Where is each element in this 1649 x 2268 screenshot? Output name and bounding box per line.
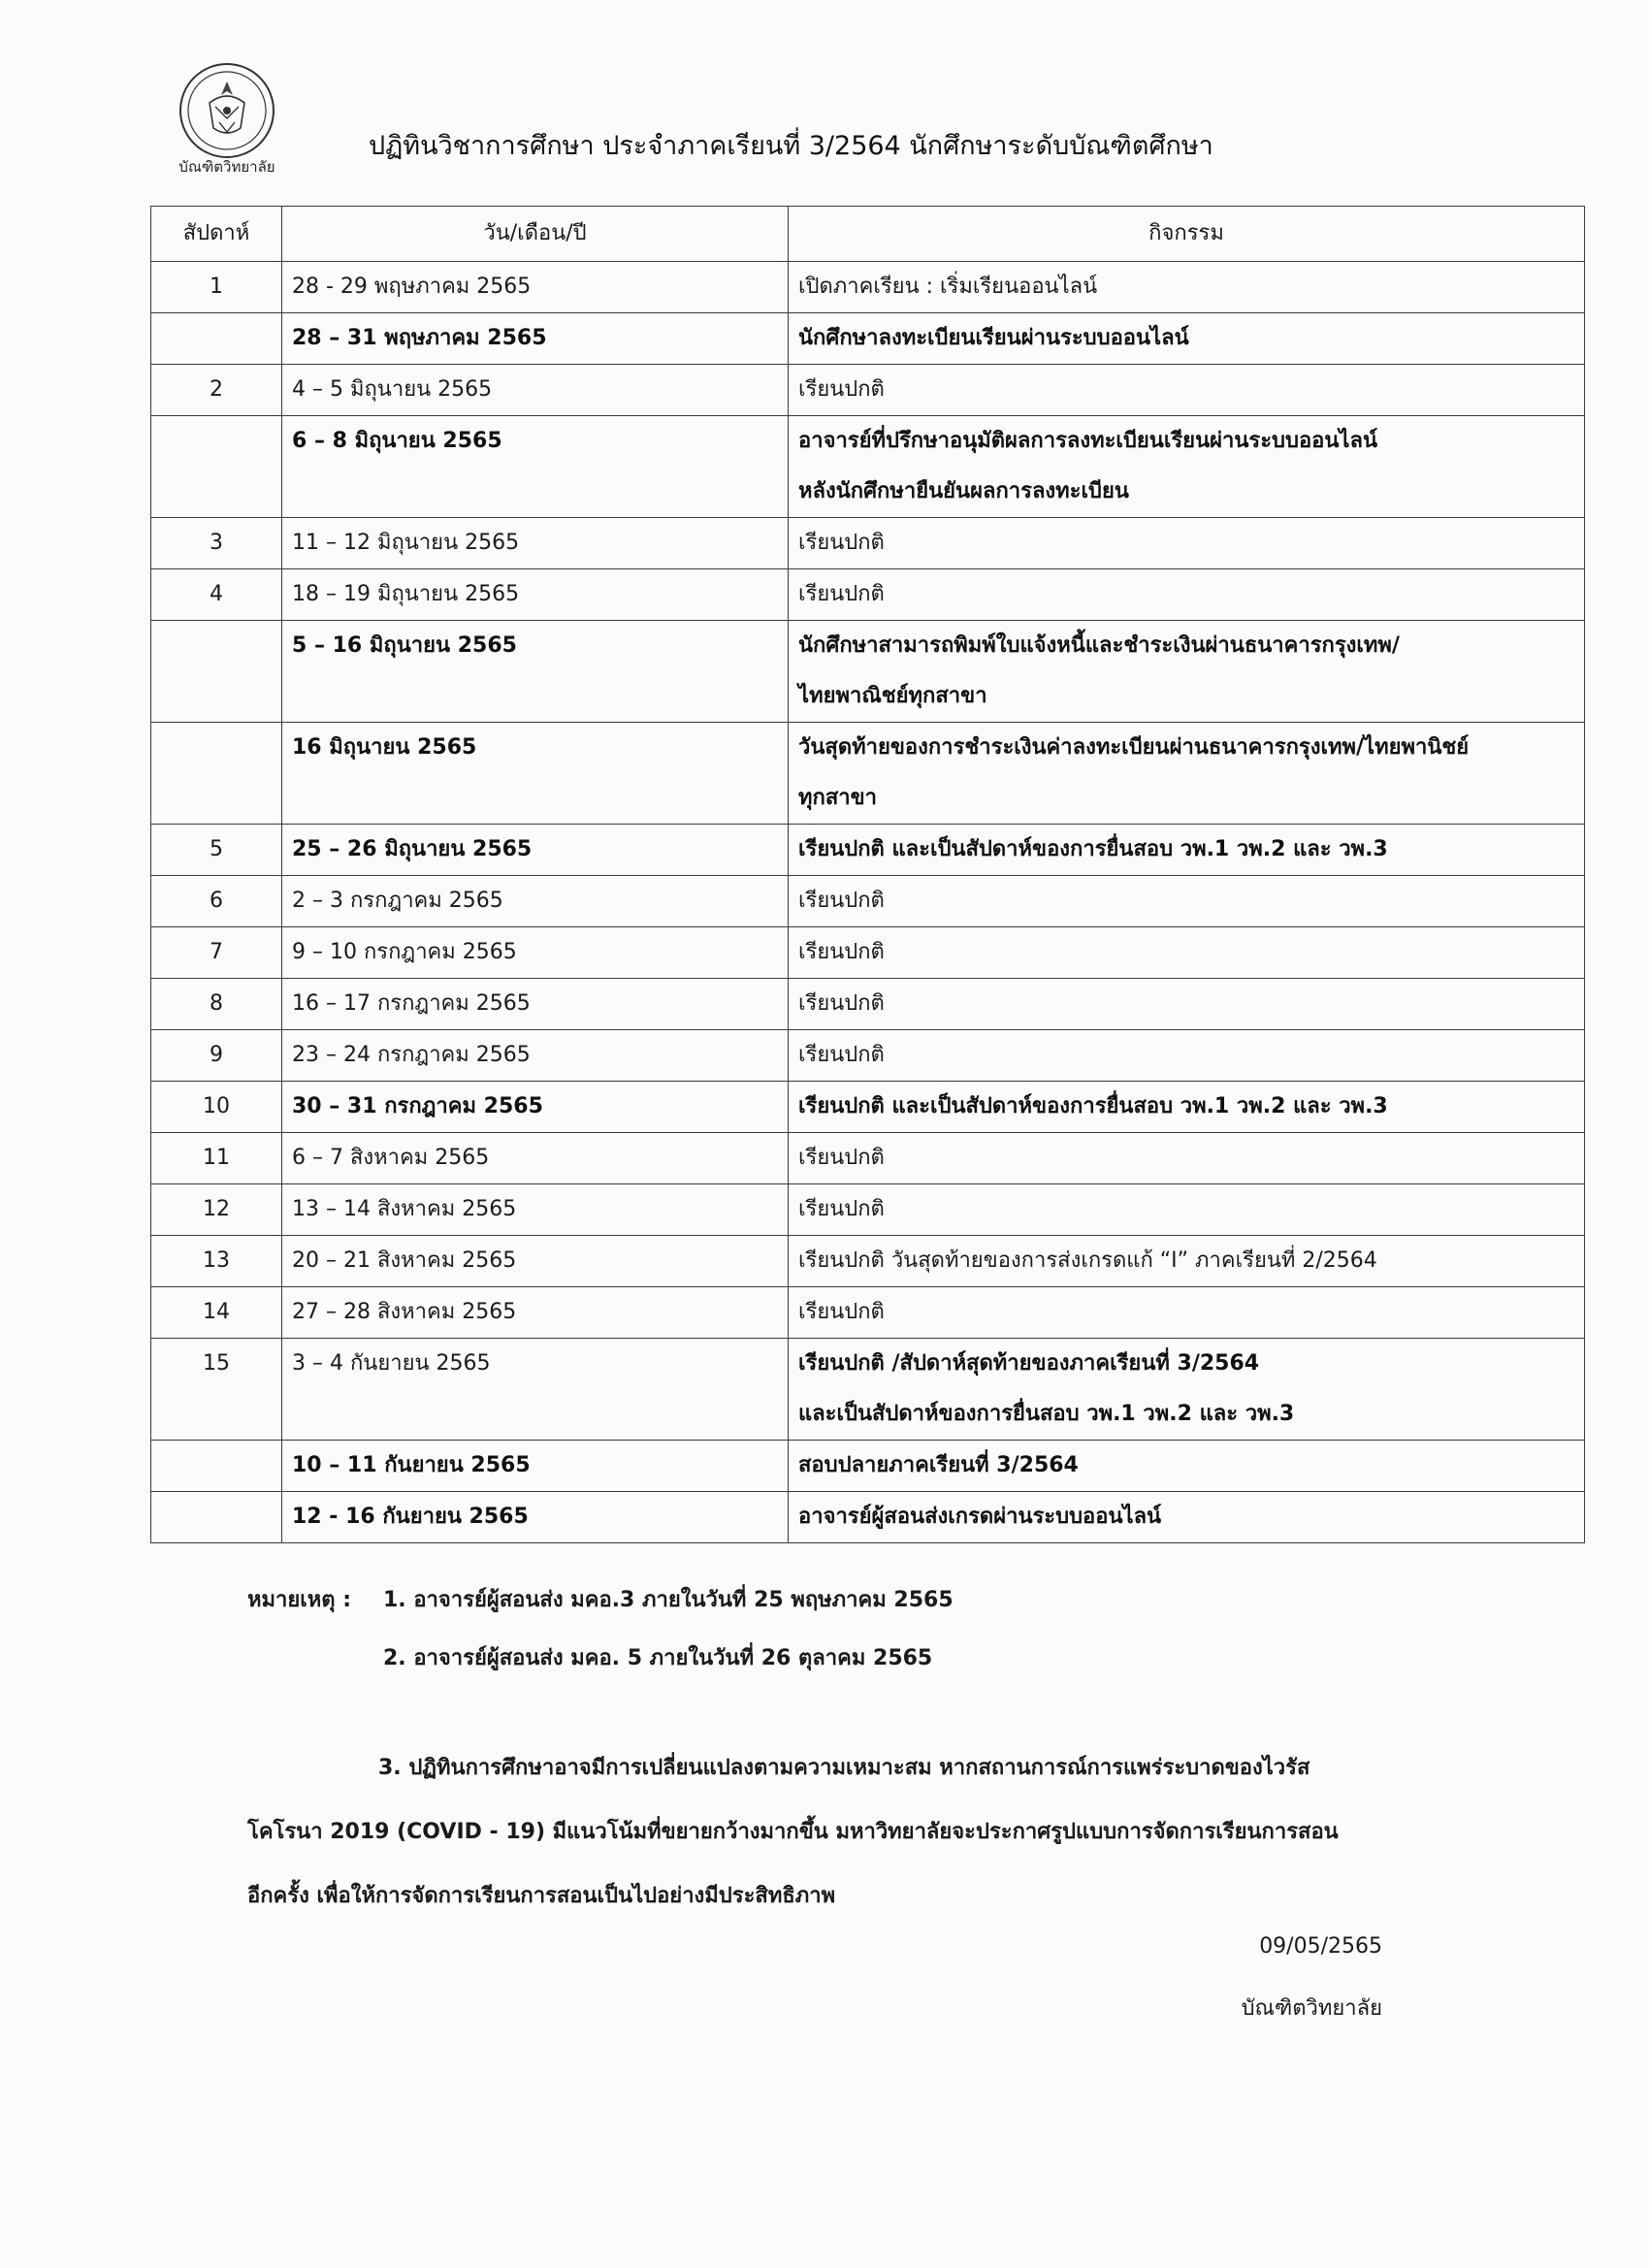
activity-line: เรียนปกติ [798, 940, 885, 964]
date-cell: 20 – 21 สิงหาคม 2565 [282, 1236, 789, 1287]
activity-cell [789, 416, 1585, 518]
activity-line: นักศึกษาสามารถพิมพ์ใบแจ้งหนี้และชำระเงินผ่านธนาคารกรุงเทพ/ [798, 633, 1400, 658]
activity-cell [789, 1133, 1585, 1184]
date-cell: 10 – 11 กันยายน 2565 [282, 1441, 789, 1492]
week-cell: 8 [151, 979, 282, 1030]
activity-cell [789, 1082, 1585, 1133]
activity-cell [789, 262, 1585, 313]
table-row [151, 1030, 1585, 1082]
week-cell [151, 313, 282, 365]
table-row [151, 518, 1585, 569]
date-cell: 12 - 16 กันยายน 2565 [282, 1492, 789, 1543]
activity-line: วันสุดท้ายของการชำระเงินค่าลงทะเบียนผ่านธนาคารกรุงเทพ/ไทยพานิชย์ [798, 735, 1470, 760]
activity-line-2: ไทยพาณิชย์ทุกสาขา [798, 684, 987, 708]
activity-line: นักศึกษาลงทะเบียนเรียนผ่านระบบออนไลน์ [798, 326, 1189, 350]
week-cell [151, 1492, 282, 1543]
date-cell: 16 มิถุนายน 2565 [282, 723, 789, 825]
note-item-3-line-3: อีกครั้ง เพื่อให้การจัดการเรียนการสอนเป็นไปอย่างมีประสิทธิภาพ [247, 1884, 836, 1908]
activity-line: เรียนปกติ [798, 889, 885, 913]
week-cell [151, 621, 282, 723]
activity-line: เรียนปกติ และเป็นสัปดาห์ของการยื่นสอบ วพ.1 วพ.2 และ วพ.3 [798, 837, 1388, 861]
week-cell: 15 [151, 1339, 282, 1441]
date-cell: 6 – 8 มิถุนายน 2565 [282, 416, 789, 518]
academic-calendar-table [150, 206, 1585, 1543]
table-row [151, 365, 1585, 416]
activity-line: เรียนปกติ /สัปดาห์สุดท้ายของภาคเรียนที่ 3/2564 [798, 1351, 1260, 1376]
table-row [151, 313, 1585, 365]
date-cell: 28 - 29 พฤษภาคม 2565 [282, 262, 789, 313]
activity-cell [789, 825, 1585, 876]
signature-block [1242, 1916, 1382, 2040]
activity-line: อาจารย์ผู้สอนส่งเกรดผ่านระบบออนไลน์ [798, 1505, 1162, 1529]
activity-line: เรียนปกติ [798, 1146, 885, 1170]
activity-line: เรียนปกติ [798, 1043, 885, 1067]
issue-date: 09/05/2565 [1259, 1934, 1382, 1959]
date-cell: 11 – 12 มิถุนายน 2565 [282, 518, 789, 569]
date-cell: 5 – 16 มิถุนายน 2565 [282, 621, 789, 723]
activity-line: เรียนปกติ [798, 531, 885, 555]
week-cell: 3 [151, 518, 282, 569]
activity-line: อาจารย์ที่ปรึกษาอนุมัติผลการลงทะเบียนเรียนผ่านระบบออนไลน์ [798, 429, 1377, 453]
activity-cell [789, 876, 1585, 927]
note-item-1: 1. อาจารย์ผู้สอนส่ง มคอ.3 ภายในวันที่ 25 พฤษภาคม 2565 [383, 1588, 954, 1612]
activity-cell [789, 979, 1585, 1030]
activity-line: เรียนปกติ และเป็นสัปดาห์ของการยื่นสอบ วพ.1 วพ.2 และ วพ.3 [798, 1094, 1388, 1118]
date-cell: 18 – 19 มิถุนายน 2565 [282, 569, 789, 621]
table-row [151, 416, 1585, 518]
activity-cell [789, 621, 1585, 723]
activity-line: เรียนปกติ วันสุดท้ายของการส่งเกรดแก้ “I” ภาคเรียนที่ 2/2564 [798, 1248, 1377, 1273]
activity-line-2: หลังนักศึกษายืนยันผลการลงทะเบียน [798, 479, 1129, 503]
activity-cell [789, 723, 1585, 825]
table-row [151, 569, 1585, 621]
column-header-date: วัน/เดือน/ปี [282, 207, 789, 262]
week-cell: 13 [151, 1236, 282, 1287]
activity-line: เปิดภาคเรียน : เริ่มเรียนออนไลน์ [798, 275, 1098, 299]
table-row [151, 1287, 1585, 1339]
column-header-week: สัปดาห์ [151, 207, 282, 262]
activity-cell [789, 1339, 1585, 1441]
activity-cell [789, 1441, 1585, 1492]
table-row [151, 876, 1585, 927]
issuing-office: บัณฑิตวิทยาลัย [1241, 1996, 1382, 2021]
week-cell [151, 416, 282, 518]
notes-section [247, 1571, 1508, 1688]
week-cell: 12 [151, 1184, 282, 1236]
date-cell: 25 – 26 มิถุนายน 2565 [282, 825, 789, 876]
table-row [151, 1082, 1585, 1133]
activity-line-2: และเป็นสัปดาห์ของการยื่นสอบ วพ.1 วพ.2 และ วพ.3 [798, 1402, 1295, 1426]
table-row [151, 723, 1585, 825]
date-cell: 23 – 24 กรกฎาคม 2565 [282, 1030, 789, 1082]
activity-cell [789, 1030, 1585, 1082]
activity-cell [789, 1287, 1585, 1339]
date-cell: 3 – 4 กันยายน 2565 [282, 1339, 789, 1441]
note-item-3-line-1: 3. ปฏิทินการศึกษาอาจมีการเปลี่ยนแปลงตามความเหมาะสม หากสถานการณ์การแพร่ระบาดของไวรัส [378, 1756, 1310, 1780]
date-cell: 2 – 3 กรกฎาคม 2565 [282, 876, 789, 927]
activity-cell [789, 313, 1585, 365]
table-row [151, 262, 1585, 313]
activity-cell [789, 365, 1585, 416]
week-cell: 1 [151, 262, 282, 313]
activity-cell [789, 1184, 1585, 1236]
note-item-3 [247, 1736, 1479, 1928]
table-row [151, 1184, 1585, 1236]
table-row [151, 825, 1585, 876]
date-cell: 16 – 17 กรกฎาคม 2565 [282, 979, 789, 1030]
note-item-3-line-2: โคโรนา 2019 (COVID - 19) มีแนวโน้มที่ขยายกว้างมากขึ้น มหาวิทยาลัยจะประกาศรูปแบบการจัดการเรียนการสอน [247, 1820, 1339, 1844]
week-cell: 14 [151, 1287, 282, 1339]
activity-line-2: ทุกสาขา [798, 786, 877, 810]
date-cell: 4 – 5 มิถุนายน 2565 [282, 365, 789, 416]
note-item-2: 2. อาจารย์ผู้สอนส่ง มคอ. 5 ภายในวันที่ 26 ตุลาคม 2565 [383, 1646, 933, 1670]
activity-cell [789, 1236, 1585, 1287]
week-cell: 11 [151, 1133, 282, 1184]
week-cell: 10 [151, 1082, 282, 1133]
activity-line: เรียนปกติ [798, 1300, 885, 1324]
activity-line: เรียนปกติ [798, 991, 885, 1016]
page-title: ปฏิทินวิชาการศึกษา ประจำภาคเรียนที่ 3/2564 นักศึกษาระดับบัณฑิตศึกษา [369, 131, 1213, 161]
date-cell: 27 – 28 สิงหาคม 2565 [282, 1287, 789, 1339]
activity-cell [789, 927, 1585, 979]
logo-caption: บัณฑิตวิทยาลัย [178, 158, 275, 176]
activity-line: เรียนปกติ [798, 1197, 885, 1221]
table-row [151, 1133, 1585, 1184]
table-header-row [151, 207, 1585, 262]
activity-cell [789, 1492, 1585, 1543]
notes-label: หมายเหตุ : [247, 1588, 352, 1612]
table-row [151, 621, 1585, 723]
date-cell: 6 – 7 สิงหาคม 2565 [282, 1133, 789, 1184]
week-cell: 2 [151, 365, 282, 416]
week-cell: 5 [151, 825, 282, 876]
activity-cell [789, 569, 1585, 621]
column-header-activity: กิจกรรม [789, 207, 1585, 262]
activity-line: เรียนปกติ [798, 582, 885, 606]
week-cell: 9 [151, 1030, 282, 1082]
week-cell: 4 [151, 569, 282, 621]
week-cell: 7 [151, 927, 282, 979]
activity-line: สอบปลายภาคเรียนที่ 3/2564 [798, 1453, 1079, 1477]
week-cell: 6 [151, 876, 282, 927]
date-cell: 13 – 14 สิงหาคม 2565 [282, 1184, 789, 1236]
date-cell: 30 – 31 กรกฎาคม 2565 [282, 1082, 789, 1133]
week-cell [151, 1441, 282, 1492]
table-row [151, 979, 1585, 1030]
table-row [151, 1441, 1585, 1492]
activity-line: เรียนปกติ [798, 377, 885, 402]
table-row [151, 1492, 1585, 1543]
date-cell: 9 – 10 กรกฎาคม 2565 [282, 927, 789, 979]
date-cell: 28 – 31 พฤษภาคม 2565 [282, 313, 789, 365]
week-cell [151, 723, 282, 825]
activity-cell [789, 518, 1585, 569]
table-row [151, 1339, 1585, 1441]
table-row [151, 1236, 1585, 1287]
table-row [151, 927, 1585, 979]
